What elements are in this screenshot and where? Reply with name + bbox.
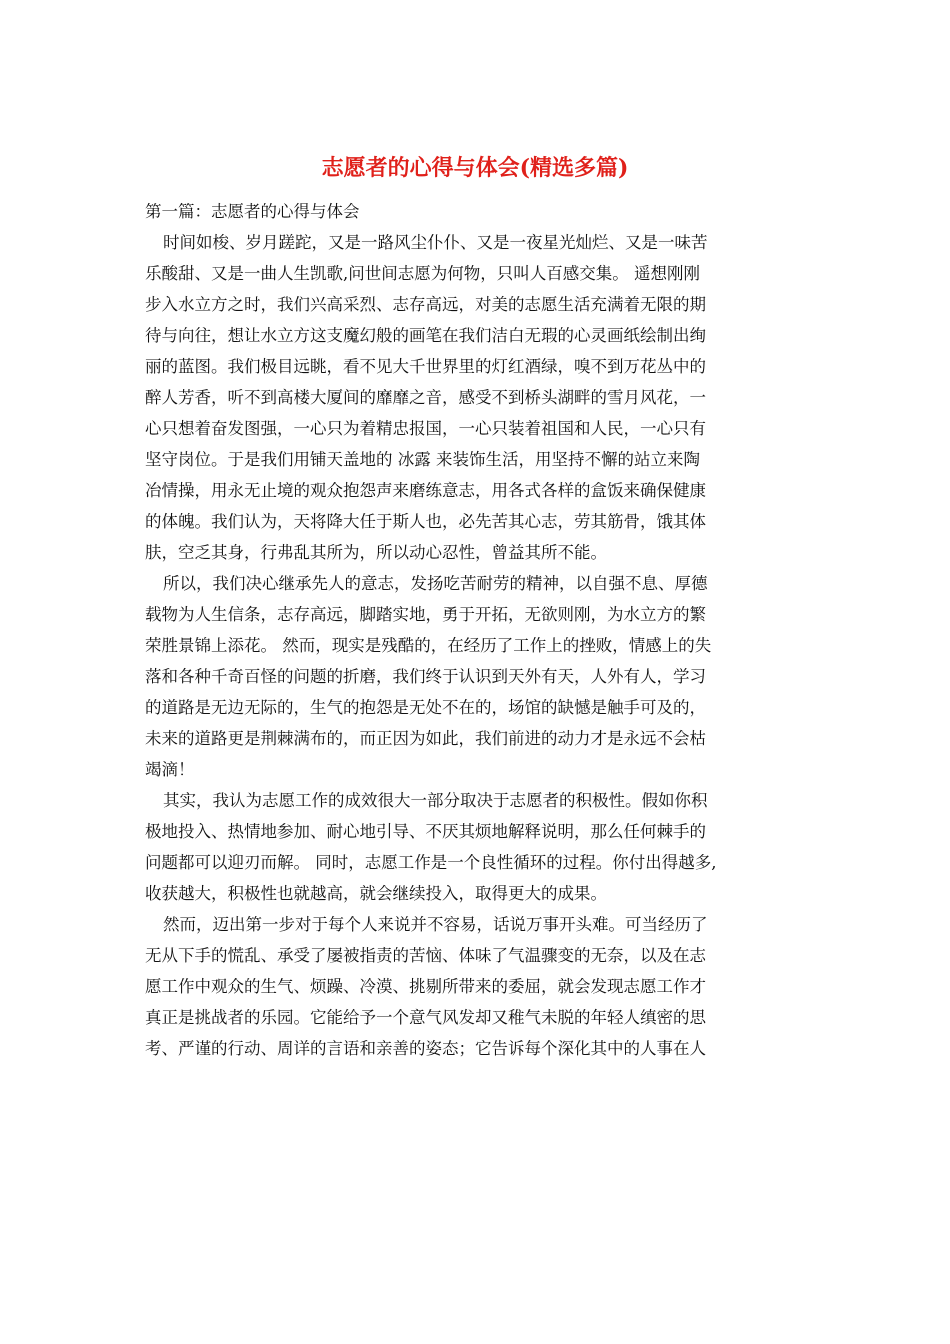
paragraph-line: 肤，空乏其身，行弗乱其所为，所以动心忍性，曾益其所不能。 <box>145 543 607 562</box>
paragraph-line: 的道路是无边无际的，生气的抱怨是无处不在的，场馆的缺憾是触手可及的， <box>145 698 706 717</box>
paragraph <box>145 568 813 785</box>
paragraph-line: 问题都可以迎刃而解。 同时，志愿工作是一个良性循环的过程。你付出得越多, <box>145 853 717 872</box>
paragraph-line: 丽的蓝图。我们极目远眺，看不见大千世界里的灯红酒绿，嗅不到万花丛中的 <box>145 357 706 376</box>
paragraph-line: 荣胜景锦上添花。 然而，现实是残酷的，在经历了工作上的挫败，情感上的失 <box>145 636 712 655</box>
paragraph-line: 竭滴！ <box>145 760 195 779</box>
paragraph-line: 考、严谨的行动、周详的言语和亲善的姿态；它告诉每个深化其中的人事在人 <box>145 1039 706 1058</box>
paragraph-line: 极地投入、热情地参加、耐心地引导、不厌其烦地解释说明，那么任何棘手的 <box>145 822 706 841</box>
paragraph-line: 载物为人生信条，志存高远，脚踏实地，勇于开拓，无欲则刚，为水立方的繁 <box>145 605 706 624</box>
paragraph <box>145 785 813 909</box>
document-title: 志愿者的心得与体会(精选多篇) <box>321 155 629 181</box>
paragraph <box>145 227 813 568</box>
paragraph-line: 落和各种千奇百怪的问题的折磨，我们终于认识到天外有天，人外有人，学习 <box>145 667 706 686</box>
paragraph-line: 收获越大，积极性也就越高，就会继续投入，取得更大的成果。 <box>145 884 607 903</box>
paragraph-line: 坚守岗位。于是我们用铺天盖地的 冰露 来装饰生活，用坚持不懈的站立来陶 <box>145 450 700 469</box>
paragraph-line: 心只想着奋发图强，一心只为着精忠报国，一心只装着祖国和人民，一心只有 <box>145 419 706 438</box>
paragraph-line: 所以，我们决心继承先人的意志，发扬吃苦耐劳的精神，以自强不息、厚德 <box>163 574 708 593</box>
paragraph-line: 其实，我认为志愿工作的成效很大一部分取决于志愿者的积极性。假如你积 <box>163 791 708 810</box>
paragraph-line: 愿工作中观众的生气、烦躁、冷漠、挑剔所带来的委屈，就会发现志愿工作才 <box>145 977 706 996</box>
paragraph-line: 时间如梭、岁月蹉跎，又是一路风尘仆仆、又是一夜星光灿烂、又是一味苦 <box>163 233 708 252</box>
paragraph-line: 醉人芳香，听不到高楼大厦间的靡靡之音，感受不到桥头湖畔的雪月风花，一 <box>145 388 706 407</box>
paragraph-line: 未来的道路更是荆棘满布的，而正因为如此，我们前进的动力才是永远不会枯 <box>145 729 706 748</box>
section-heading: 第一篇：志愿者的心得与体会 <box>145 202 360 221</box>
document-body <box>145 196 813 1064</box>
paragraph-line: 步入水立方之时，我们兴高采烈、志存高远，对美的志愿生活充满着无限的期 <box>145 295 706 314</box>
paragraph-line: 然而，迈出第一步对于每个人来说并不容易，话说万事开头难。可当经历了 <box>163 915 708 934</box>
paragraph-line: 乐酸甜、又是一曲人生凯歌,问世间志愿为何物，只叫人百感交集。 遥想刚刚 <box>145 264 700 283</box>
paragraph <box>145 909 813 1064</box>
paragraph-line: 待与向往，想让水立方这支魔幻般的画笔在我们洁白无瑕的心灵画纸绘制出绚 <box>145 326 706 345</box>
paragraph-line: 真正是挑战者的乐园。它能给予一个意气风发却又稚气未脱的年轻人缜密的思 <box>145 1008 706 1027</box>
paragraph-line: 的体魄。我们认为，天将降大任于斯人也，必先苦其心志，劳其筋骨，饿其体 <box>145 512 706 531</box>
paragraph-line: 无从下手的慌乱、承受了屡被指责的苦恼、体味了气温骤变的无奈，以及在志 <box>145 946 706 965</box>
paragraph-line: 冶情操，用永无止境的观众抱怨声来磨练意志，用各式各样的盒饭来确保健康 <box>145 481 706 500</box>
